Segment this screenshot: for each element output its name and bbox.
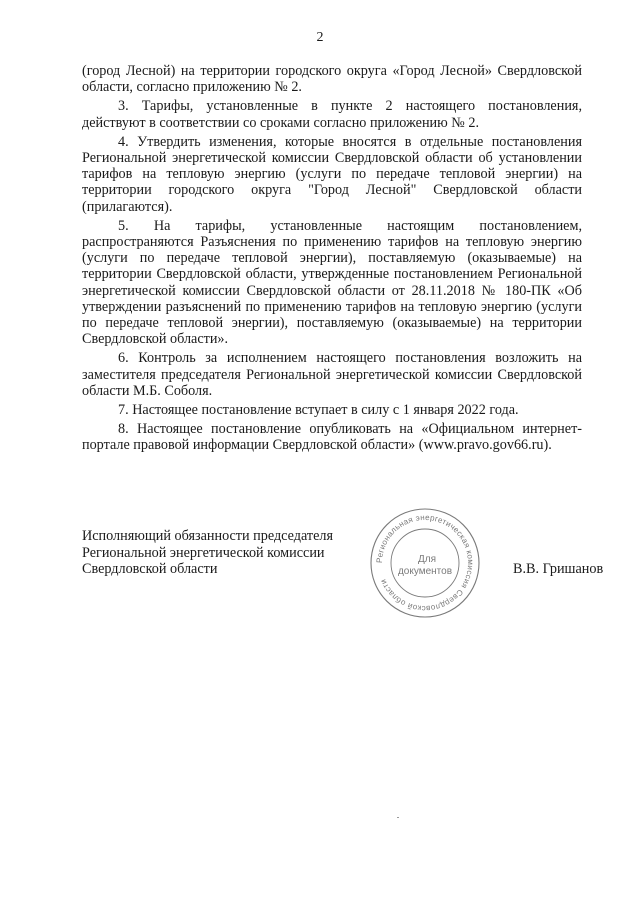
paragraph-5: 5. На тарифы, установленные настоящим постановлением, распространяются Разъяснения по применению тарифов на тепловую энергию (услуги по передаче тепловой энергии), поставляемую (оказываемые) на территории Свердловской области, утвержденные постановлением Региональной энергетической комиссии Свердловской области от 28.11.2018 № 180-ПК «Об утверждении разъяснений по применению тарифов на тепловую энергию (услуги по передаче тепловой энергии), поставляемую (оказываемые) на территории Свердловской области». xyxy=(82,217,582,348)
paragraph-3: 3. Тарифы, установленные в пункте 2 настоящего постановления, действуют в соответствии со сроками согласно приложению № 2. xyxy=(82,98,582,131)
paragraph-continuation: (город Лесной) на территории городского округа «Город Лесной» Свердловской области, согласно приложению № 2. xyxy=(82,63,582,96)
scan-speck xyxy=(397,817,399,818)
signatory-name: В.В. Гришанов xyxy=(513,561,604,577)
document-body xyxy=(82,63,582,457)
paragraph-8: 8. Настоящее постановление опубликовать на «Официальном интернет-портале правовой информации Свердловской области» (www.pravo.gov66.ru). xyxy=(82,421,582,454)
paragraph-4: 4. Утвердить изменения, которые вносятся в отдельные постановления Региональной энергетической комиссии Свердловской области об установлении тарифов на тепловую энергию (услуги по передаче тепловой энергии) на территории городского округа "Город Лесной" Свердловской области (прилагаются). xyxy=(82,133,582,215)
signatory-title-line-2: Региональной энергетической комиссии xyxy=(82,544,325,561)
stamp-center-line-1: Для xyxy=(417,554,437,565)
official-stamp xyxy=(369,507,481,619)
stamp-center-line-2: документов xyxy=(397,566,453,577)
signatory-title-line-3: Свердловской области xyxy=(82,561,218,577)
page-number: 2 xyxy=(316,30,324,45)
signatory-title-line-1: Исполняющий обязанности председателя xyxy=(82,528,333,544)
paragraph-7: 7. Настоящее постановление вступает в силу с 1 января 2022 года. xyxy=(118,402,519,419)
stamp-ring-text: Региональная энергетическая комиссия Свердловской области xyxy=(374,512,476,614)
signature-block xyxy=(82,528,333,578)
paragraph-6: 6. Контроль за исполнением настоящего постановления возложить на заместителя председателя Региональной энергетической комиссии Свердловской области М.Б. Соболя. xyxy=(82,350,582,399)
